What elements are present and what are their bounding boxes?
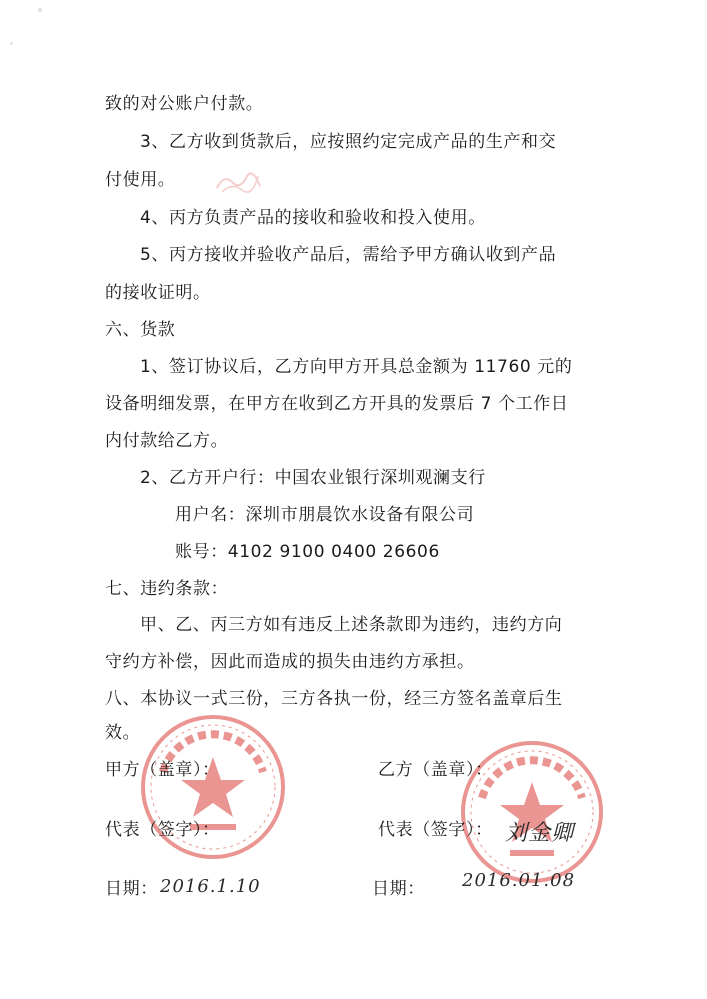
party-a-date-label: 日期： xyxy=(105,879,158,899)
account-holder: 用户名：深圳市朋晨饮水设备有限公司 xyxy=(175,505,475,525)
paragraph-line: 内付款给乙方。 xyxy=(105,431,229,451)
account-number: 账号：4102 9100 0400 26606 xyxy=(175,542,440,562)
paragraph-line: 效。 xyxy=(105,723,141,743)
paragraph-line: 付使用。 xyxy=(105,170,176,190)
party-b-seal-label: 乙方（盖章）： xyxy=(378,760,493,780)
party-a-date: 2016.1.10 xyxy=(160,876,261,897)
paragraph-line: 3、乙方收到货款后，应按照约定完成产品的生产和交 xyxy=(140,132,557,152)
paragraph-line: 1、签订协议后，乙方向甲方开具总金额为 11760 元的 xyxy=(140,357,573,377)
paragraph-line: 甲、乙、丙三方如有违反上述条款即为违约，违约方向 xyxy=(140,615,563,635)
party-a-seal-label: 甲方（盖章）： xyxy=(105,760,220,780)
paragraph-line: 致的对公账户付款。 xyxy=(105,94,264,114)
party-b-date-label: 日期： xyxy=(372,879,425,899)
scan-speck xyxy=(38,8,42,12)
section-heading-payment: 六、货款 xyxy=(105,320,176,340)
paragraph-line: 5、丙方接收并验收产品后，需给予甲方确认收到产品 xyxy=(140,245,557,265)
bank-name: 2、乙方开户行：中国农业银行深圳观澜支行 xyxy=(140,468,486,488)
paragraph-line: 4、丙方负责产品的接收和验收和投入使用。 xyxy=(140,208,486,228)
paragraph-line: 守约方补偿，因此而造成的损失由违约方承担。 xyxy=(105,652,475,672)
paragraph-line: 八、本协议一式三份，三方各执一份，经三方签名盖章后生 xyxy=(105,689,563,709)
party-b-signature: 刘金卿 xyxy=(505,821,575,846)
paragraph-line: 设备明细发票，在甲方在收到乙方开具的发票后 7 个工作日 xyxy=(105,394,569,414)
party-a-rep-label: 代表（签字）： xyxy=(105,820,220,840)
scan-speck xyxy=(10,42,13,45)
paragraph-line: 的接收证明。 xyxy=(105,283,211,303)
ink-smudge xyxy=(214,168,264,196)
section-heading-breach: 七、违约条款： xyxy=(105,579,229,599)
party-b-date: 2016.01.08 xyxy=(462,870,576,891)
party-b-rep-label: 代表（签字）： xyxy=(378,820,493,840)
